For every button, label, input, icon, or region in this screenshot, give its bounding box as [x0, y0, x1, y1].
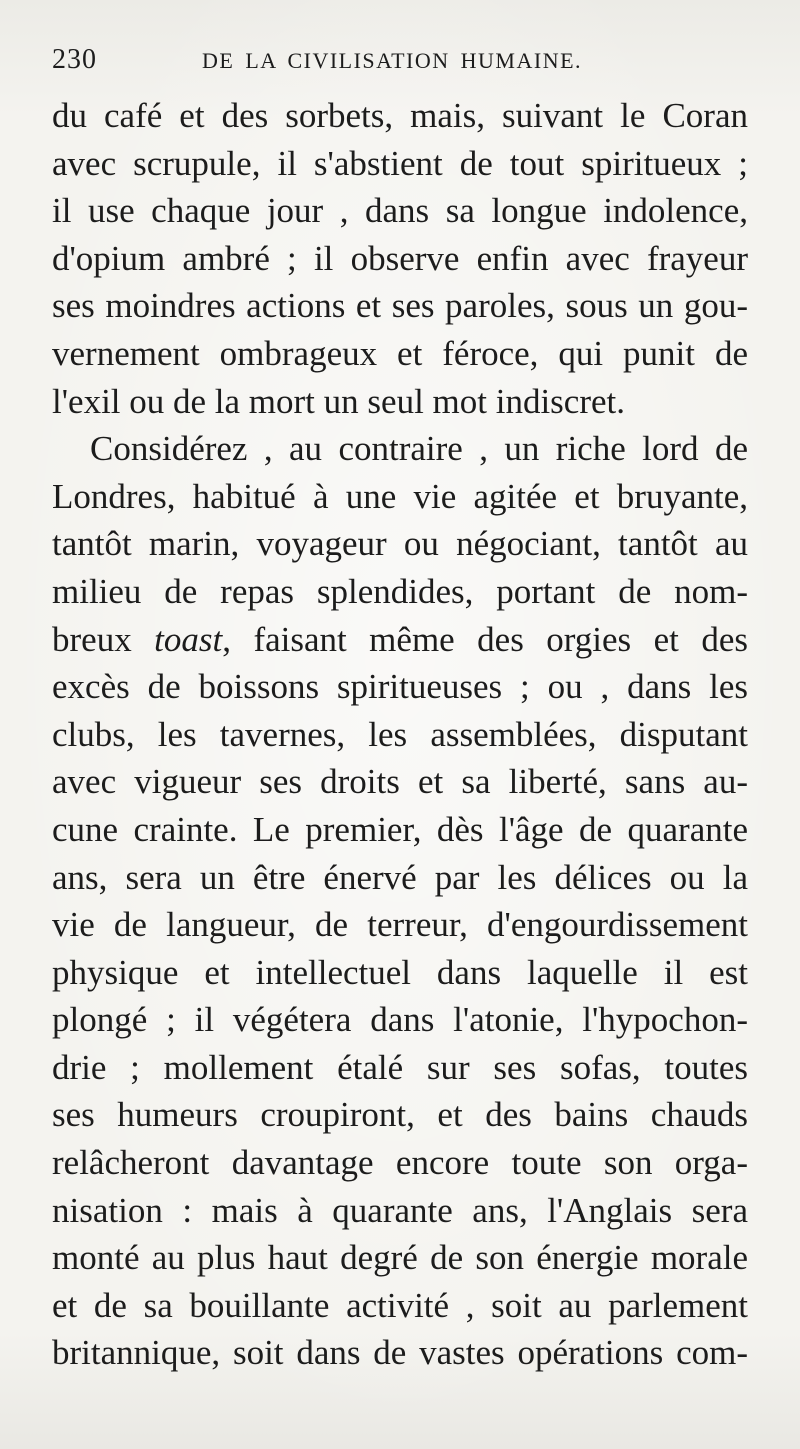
text-line: excès de boissons spiritueuses ; ou , dans les: [52, 667, 748, 707]
text-line: britannique, soit dans de vastes opérations com-: [52, 1333, 748, 1373]
text-line: avec scrupule, il s'abstient de tout spiritueux ;: [52, 143, 748, 183]
text-line: clubs, les tavernes, les assemblées, disputant: [52, 714, 748, 754]
text-line: vernement ombrageux et féroce, qui punit de: [52, 333, 748, 373]
text-line: d'opium ambré ; il observe enfin avec frayeur: [52, 238, 748, 278]
text-line: relâcheront davantage encore toute son orga-: [52, 1143, 748, 1183]
running-head: DE LA CIVILISATION HUMAINE.: [202, 48, 583, 73]
text-line: monté au plus haut degré de son énergie morale: [52, 1238, 748, 1278]
text-segment: , faisant même des orgies et des: [222, 619, 748, 659]
page-number: 230: [52, 44, 97, 75]
text-line: il use chaque jour , dans sa longue indolence,: [52, 191, 748, 231]
text-line: milieu de repas splendides, portant de nom-: [52, 571, 748, 611]
text-line: ans, sera un être énervé par les délices ou la: [52, 857, 748, 897]
text-line: cune crainte. Le premier, dès l'âge de quarante: [52, 809, 748, 849]
text-line: avec vigueur ses droits et sa liberté, sans au-: [52, 762, 748, 802]
text-line: ses humeurs croupiront, et des bains chauds: [52, 1095, 748, 1135]
text-segment: breux: [52, 619, 155, 659]
text-line: l'exil ou de la mort un seul mot indiscret.: [52, 381, 626, 421]
text-line: ses moindres actions et ses paroles, sous un gou-: [52, 286, 748, 326]
text-line-with-italic: [52, 616, 748, 664]
text-line: nisation : mais à quarante ans, l'Anglais sera: [52, 1190, 748, 1230]
text-line: vie de langueur, de terreur, d'engourdissement: [52, 905, 748, 945]
italic-word: toast: [154, 619, 223, 659]
text-line: tantôt marin, voyageur ou négociant, tantôt au: [52, 524, 748, 564]
text-line: du café et des sorbets, mais, suivant le Coran: [52, 96, 748, 135]
body-text: [52, 92, 748, 1377]
text-line: et de sa bouillante activité , soit au parlement: [52, 1285, 748, 1325]
text-line: plongé ; il végétera dans l'atonie, l'hypochon-: [52, 1000, 748, 1040]
text-line: physique et intellectuel dans laquelle il est: [52, 952, 748, 992]
text-line: drie ; mollement étalé sur ses sofas, toutes: [52, 1047, 748, 1087]
paragraph-start-line: Considérez , au contraire , un riche lord de: [90, 429, 748, 469]
text-line: Londres, habitué à une vie agitée et bruyante,: [52, 476, 748, 516]
page-header: [52, 44, 744, 84]
